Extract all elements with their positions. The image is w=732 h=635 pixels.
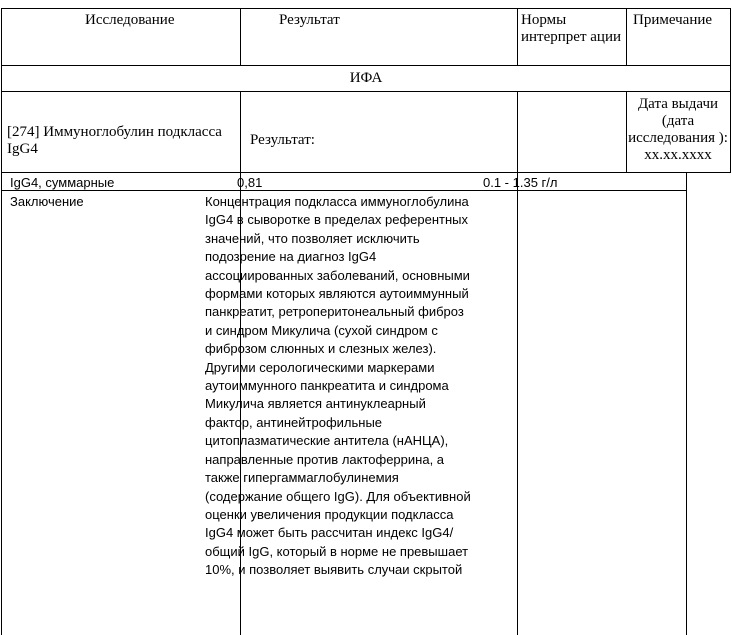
test-name: [274] Иммуноглобулин подкласса IgG4 [7, 124, 222, 157]
section-title: ИФА [349, 70, 383, 86]
value-row-reference: 0.1 - 1.35 г/л [483, 175, 558, 190]
value-row-result: 0,81 [237, 175, 263, 190]
header-note: Примечание [633, 12, 713, 28]
result-label: Результат: [250, 132, 315, 148]
note-issue-date: Дата выдачи (дата исследования ): xx.xx.xxxx [628, 96, 728, 163]
header-result: Результат [279, 12, 340, 28]
value-row-name: IgG4, суммарные [10, 175, 115, 190]
header-study: Исследование [85, 12, 175, 28]
conclusion-label: Заключение [10, 194, 84, 209]
header-norms: Нормы интерпрет ации [521, 12, 621, 45]
conclusion-text: Концентрация подкласса иммуноглобулина IgG4 в сыворотке в пределах референтных значений, что позволяет исключить подозрение на диагноз IgG4 ассоциированных заболеваний, основными формами которых являются аутоиммунный панкреатит, ретроперитонеальный фиброз и синдром Микулича (сухой синдром с фиброзом слюнных и слезных желез). Другими серологическими маркерами аутоиммунного панкреатита и синдрома Микулича является антинуклеарный фактор, антинейтрофильные цитоплазматические антитела (нАНЦА), направленные против лактоферрина, а также гипергаммаглобулинемия (содержание общего IgG). Для объективной оценки увеличения продукции подкласса IgG4 может быть рассчитан индекс IgG4/общий IgG, который в норме не превышает 10%, и позволяет выявить случаи скрытой [205, 194, 471, 578]
